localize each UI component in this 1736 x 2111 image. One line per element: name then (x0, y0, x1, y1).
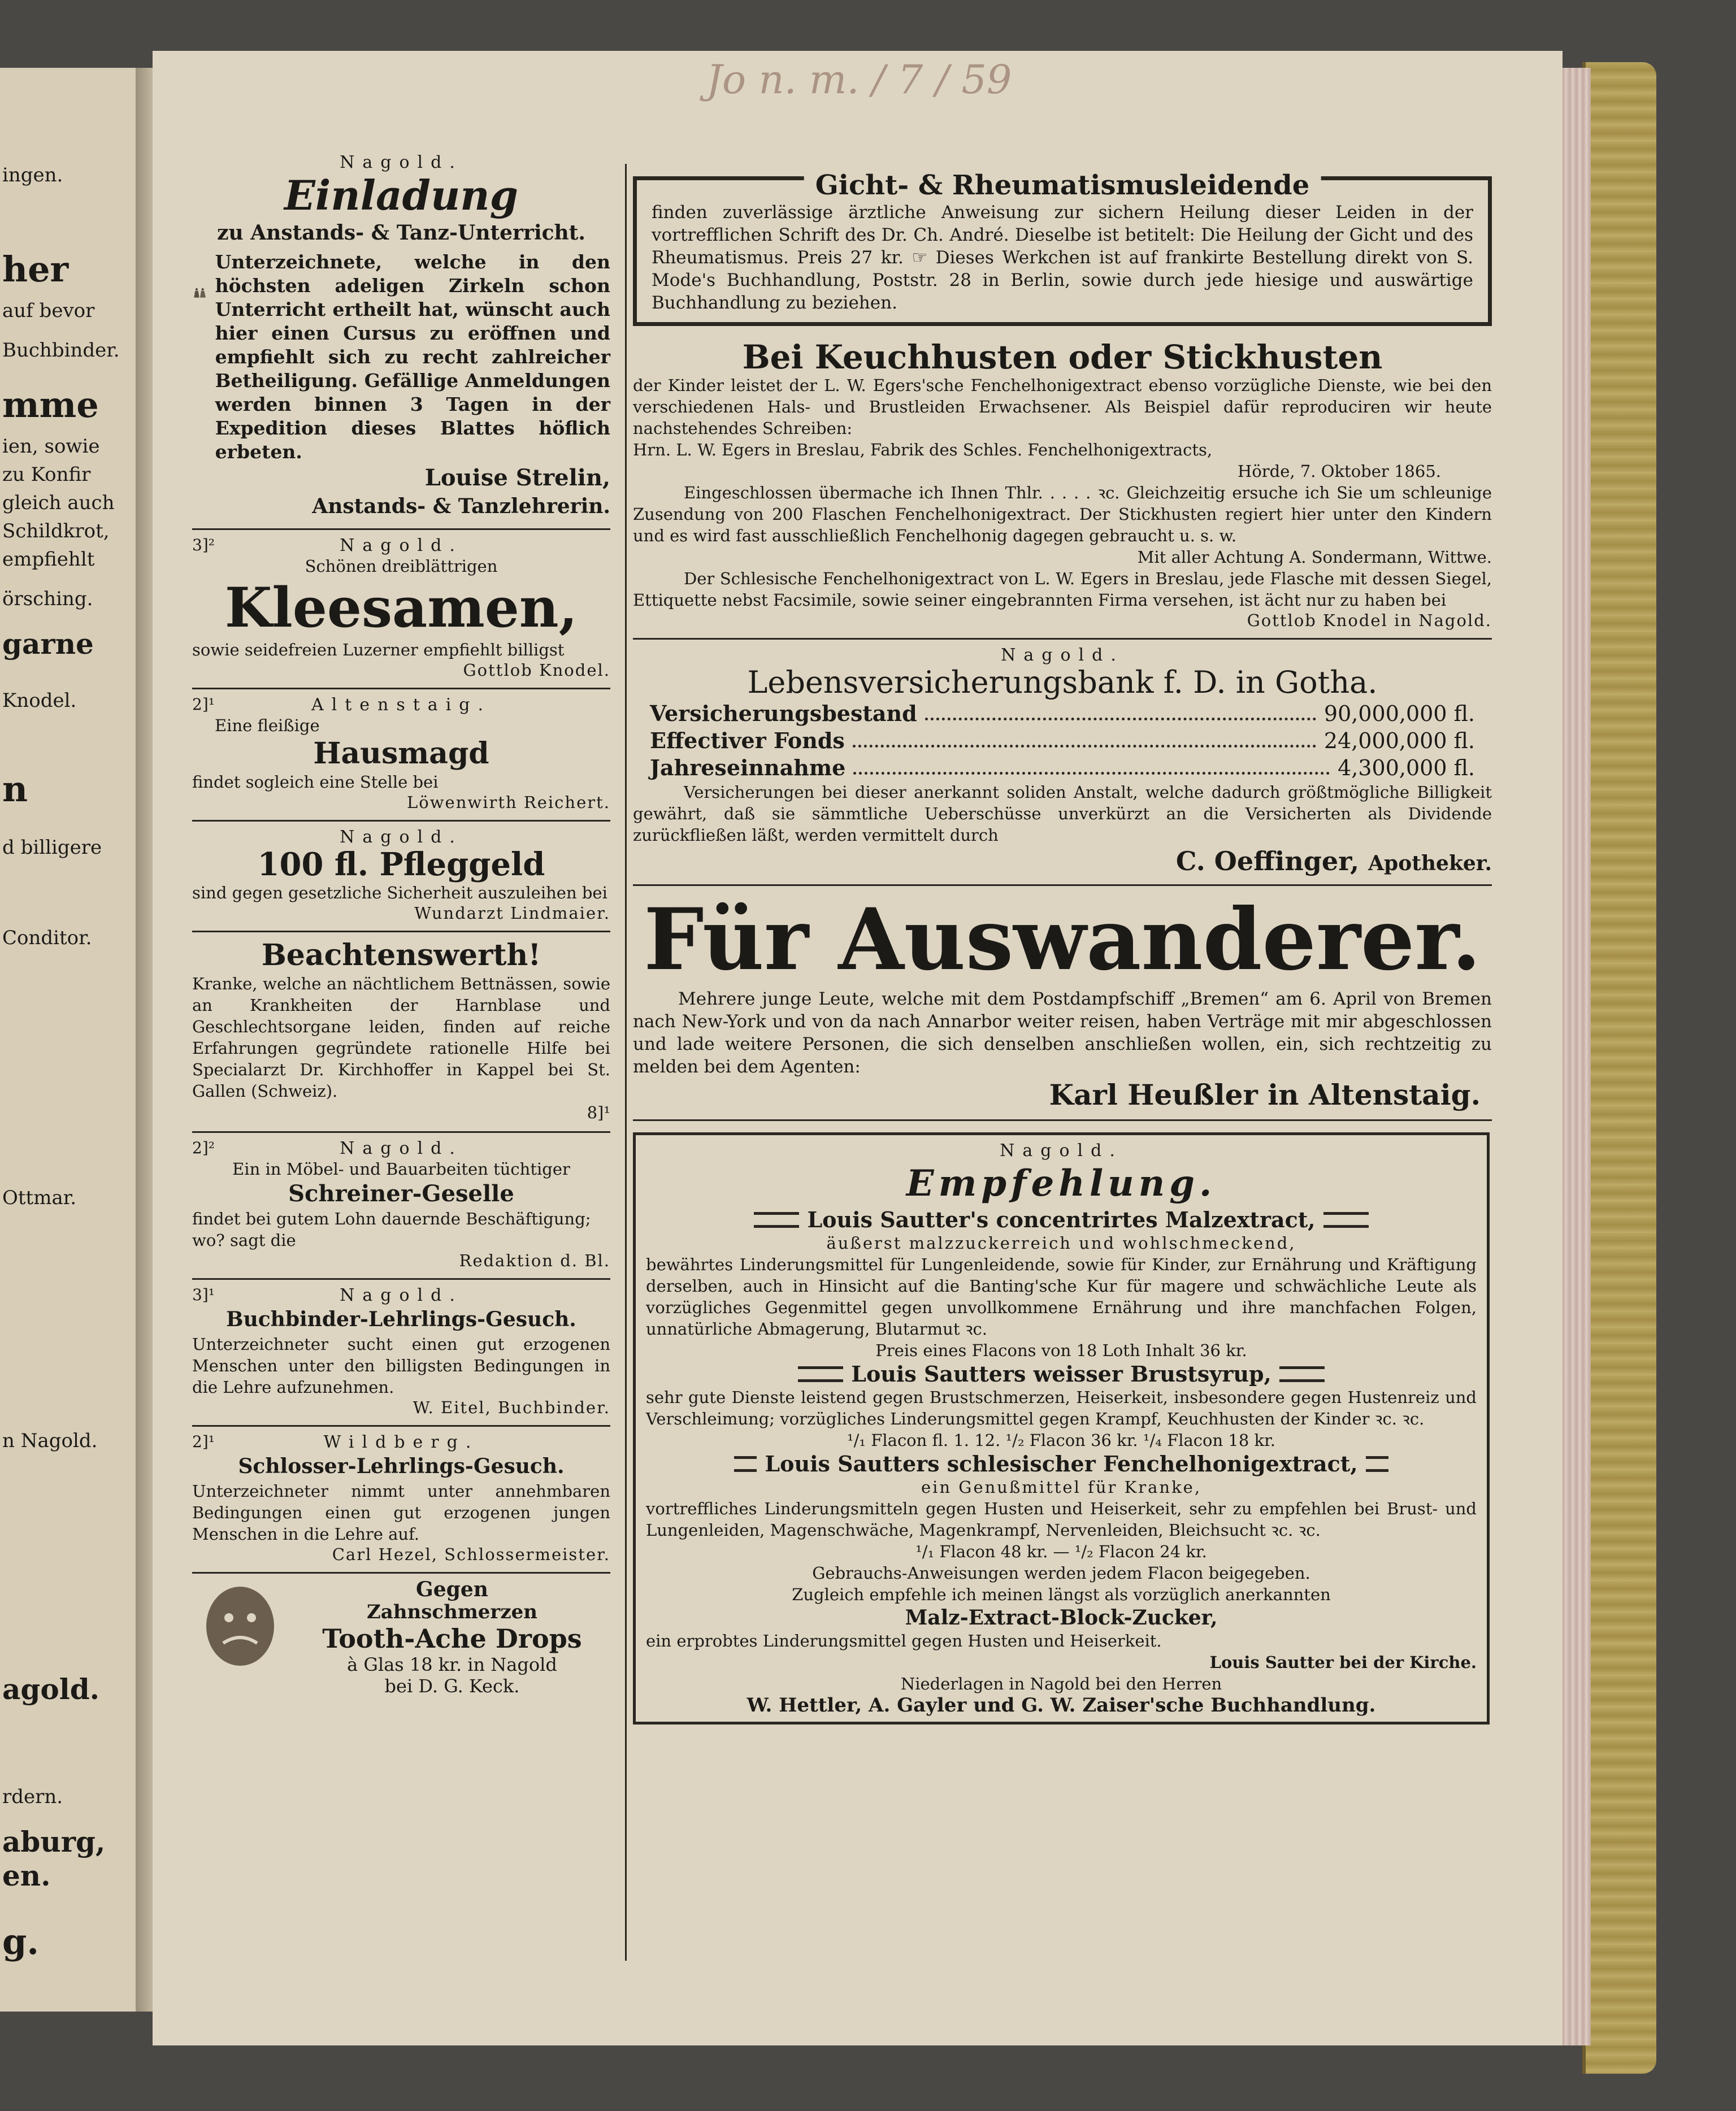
ad-schlosser (192, 1427, 610, 1574)
product-name: Louis Sautter's concentrirtes Malzextract, (807, 1207, 1316, 1232)
ad-toothache (192, 1574, 610, 1697)
ad-title: Buchbinder-Lehrlings-Gesuch. (226, 1308, 576, 1331)
ad-body: Gebrauchs-Anweisungen werden jedem Flacon beigegeben. (812, 1563, 1310, 1583)
ad-gicht (633, 170, 1492, 326)
ad-beachtenswerth (192, 932, 610, 1133)
ad-body: Mehrere junge Leute, welche mit dem Postdampfschiff „Bremen“ am 6. April von Bremen nach New-York und von da nach Annarbor weiter reisen, haben Verträge mit mir abgeschlossen und lade weitere Personen, die sich denselben anschließen wollen, ein, sich rechtzeitig zu melden bei dem Agenten: (633, 989, 1492, 1077)
right-column (633, 164, 1492, 1725)
ad-place: Nagold. (340, 153, 463, 172)
ad-price: ¹/₁ Flacon 48 kr. — ¹/₂ Flacon 24 kr. (915, 1542, 1207, 1561)
left-page-fragment (0, 68, 141, 2012)
face-illustration-icon (192, 1578, 288, 1674)
ad-body: Eingeschlossen übermache ich Ihnen Thlr. . . . . ꝛc. Gleichzeitig ersuche ich Sie um schleunige Zusendung von 200 Flaschen Fenchelhonigextract. Der Stickhusten regiert hier unter den Kindern und es wird fast ausschließlich Fenchelhonig dagegen gebraucht u. s. w. (633, 483, 1492, 545)
ad-body: ein Genußmittel für Kranke, (921, 1478, 1202, 1497)
ad-body: W. Hettler, A. Gayler und G. W. Zaiser'sche Buchhandlung. (747, 1694, 1376, 1717)
ad-title: Kleesamen, (224, 576, 578, 640)
frag-text: n (2, 768, 28, 810)
ad-place: Altenstaig. (311, 695, 492, 715)
frag-text: auf bevor (2, 299, 95, 322)
figure-amount: 4,300,000 fl. (1338, 755, 1475, 780)
figure-amount: 24,000,000 fl. (1323, 728, 1475, 753)
frag-text: Ottmar. (2, 1187, 77, 1209)
ad-place: Nagold. (340, 1139, 463, 1158)
ad-body: äußerst malzzuckerreich und wohlschmeckend, (826, 1233, 1296, 1253)
frag-text: Schildkrot, (2, 520, 110, 542)
ad-signature: Carl Hezel, Schlossermeister. (332, 1545, 610, 1564)
ad-body: bewährtes Linderungsmittel für Lungenleidende, sowie für Kinder, zur Ernährung und Kräftigung derselben, auch in Hinsicht auf die Banting'sche Kur für magere und schwächliche Leute als vorzügliches Gegenmittel gegen unvollkommene Ernährung und ihre manchfachen Folgen, unnatürliche Abmagerung, Blutarmut ꝛc. (646, 1255, 1477, 1339)
ad-signature: Louise Strelin, (424, 464, 610, 491)
frag-text: rdern. (2, 1786, 63, 1808)
ad-signature: Louis Sautter bei der Kirche. (1209, 1653, 1477, 1672)
ad-number: 2]¹ (192, 695, 215, 714)
ad-schreiner (192, 1133, 610, 1280)
ad-buchbinder (192, 1280, 610, 1427)
ad-body: Versicherungen bei dieser anerkannt soliden Anstalt, welche dadurch größtmögliche Billigkeit gewährt, daß sie sämmtliche Ueberschüsse unverkürzt an die Versicherten als Dividende zurückfließen läßt, werden vermittelt durch (633, 783, 1492, 845)
ad-body: findet sogleich eine Stelle bei (192, 772, 439, 792)
frag-text: n Nagold. (2, 1430, 98, 1452)
ad-body: finden zuverlässige ärztliche Anweisung zur sichern Heilung dieser Leiden in der vortrefflichen Schrift des Dr. Ch. André. Dieselbe ist betitelt: Die Heilung der Gicht und des Rheumatismus. Preis 27 kr. ☞ Dieses Werkchen ist auf frankirte Bestellung direkt von S. Mode's Buchhandlung, Poststr. 28 in Berlin, sowie durch jede hiesige und auswärtige Buchhandlung zu beziehen. (652, 202, 1473, 313)
frag-text: garne (2, 627, 94, 661)
ad-place: Nagold. (340, 536, 463, 555)
ad-body: Der Schlesische Fenchelhonigextract von L. W. Egers in Breslau, jede Flasche mit dessen Siegel, Ettiquette nebst Facsimile, sowie seiner eingebrannten Firma versehen, ist ächt nur zu haben bei (633, 569, 1492, 610)
figure-amount: 90,000,000 fl. (1323, 701, 1475, 726)
ad-signature-title: Apotheker. (1368, 852, 1492, 875)
ad-title: Bei Keuchhusten oder Stickhusten (742, 338, 1383, 376)
ad-lead: Ein in Möbel- und Bauarbeiten tüchtiger (232, 1159, 570, 1179)
figure-row (650, 727, 1475, 754)
frag-text: en. (2, 1859, 51, 1892)
ad-title: Lebensversicherungsbank f. D. in Gotha. (747, 664, 1378, 700)
ad-body: Unterzeichnete, welche in den höchsten adeligen Zirkeln schon Unterricht ertheilt hat, wünscht auch hier einen Cursus zu eröffnen und empfiehlt sich zu recht zahlreicher Betheiligung. Gefällige Anmeldungen werden binnen 3 Tagen in der Expedition dieses Blattes höflich erbeten. (215, 251, 610, 463)
ad-title: 100 fl. Pfleggeld (257, 846, 545, 883)
handwritten-note: Jo n. m. / 7 / 59 (706, 57, 1012, 103)
book-binding (1582, 62, 1656, 2074)
ad-body: sind gegen gesetzliche Sicherheit auszuleihen bei (192, 883, 607, 902)
ad-line: bei D. G. Keck. (384, 1675, 520, 1697)
ad-number: 3]¹ (192, 1285, 215, 1304)
ad-title: Empfehlung. (906, 1162, 1217, 1205)
frag-text: örsching. (2, 588, 93, 610)
frag-text: zu Konfir (2, 463, 91, 486)
product-heading (646, 1361, 1477, 1387)
product-name: Malz-Extract-Block-Zucker, (905, 1606, 1218, 1630)
frag-text: Buchbinder. (2, 339, 120, 362)
ad-place: Nagold. (340, 827, 463, 847)
ad-signature: Karl Heußler in Altenstaig. (1049, 1078, 1481, 1111)
figure-label: Versicherungsbestand (650, 701, 917, 726)
ad-title: Beachtenswerth! (261, 938, 541, 972)
frag-text: agold. (2, 1673, 100, 1706)
ad-body: Zugleich empfehle ich meinen längst als vorzüglich anerkannten (792, 1585, 1331, 1604)
ad-signature: W. Eitel, Buchbinder. (413, 1398, 610, 1417)
ad-body: findet bei gutem Lohn dauernde Beschäftigung; wo? sagt die (192, 1209, 591, 1250)
frag-text: her (2, 249, 69, 290)
figure-row (650, 754, 1475, 781)
ad-line: Gegen (416, 1578, 488, 1601)
figure-label: Effectiver Fonds (650, 728, 845, 753)
ad-place: Nagold. (1000, 1141, 1123, 1161)
ad-body: vortreffliches Linderungsmitteln gegen Husten und Heiserkeit, sehr zu empfehlen bei Brust- und Lungenleiden, Magenschwäche, Magenkrampf, Nervenleiden, Bleichsucht ꝛc. ꝛc. (646, 1499, 1477, 1540)
ad-keuchhusten (633, 334, 1492, 640)
frag-text: d billigere (2, 836, 102, 859)
ad-lead: Schönen dreiblättrigen (305, 557, 498, 576)
ad-title: Schlosser-Lehrlings-Gesuch. (238, 1454, 565, 1478)
ad-signature: Redaktion d. Bl. (459, 1251, 610, 1270)
ad-signature: Gottlob Knodel. (463, 661, 610, 680)
frag-text: ien, sowie (2, 435, 100, 458)
product-heading (646, 1451, 1477, 1476)
frag-text: Conditor. (2, 927, 92, 949)
ad-hausmagd (192, 689, 610, 822)
ad-body: Unterzeichneter nimmt unter annehmbaren Bedingungen einen gut erzogenen jungen Menschen in die Lehre auf. (192, 1482, 610, 1544)
ad-empfehlung (633, 1132, 1490, 1725)
ad-line: Zahnschmerzen (366, 1601, 538, 1623)
ad-number: 2]¹ (192, 1432, 215, 1451)
insurance-figures (633, 700, 1492, 781)
product-heading (646, 1207, 1477, 1232)
ad-place: Nagold. (1001, 645, 1124, 665)
ad-subtitle: zu Anstands- & Tanz-Unterricht. (217, 221, 585, 245)
ad-signature: Löwenwirth Reichert. (407, 793, 610, 812)
frag-text: empfiehlt (2, 548, 95, 571)
ad-body: der Kinder leistet der L. W. Egers'sche Fenchelhonigextract ebenso vorzügliche Dienste, wie bei den verschiedenen Hals- und Brustleiden Erwachsener. Als Beispiel dafür reproduciren wir heute nachstehendes Schreiben: (633, 376, 1492, 438)
page-edges (1560, 68, 1591, 2045)
ad-price: Preis eines Flacons von 18 Loth Inhalt 36 kr. (875, 1341, 1247, 1360)
ad-body: Kranke, welche an nächtlichem Bettnässen, sowie an Krankheiten der Harnblase und Geschlechtsorgane leiden, finden auf reiche Erfahrungen gegründete rationelle Hilfe bei Specialarzt Dr. Kirchhoffer in Kappel bei St. Gallen (Schweiz). (192, 974, 610, 1101)
ad-price: ¹/₁ Flacon fl. 1. 12. ¹/₂ Flacon 36 kr. ¹/₄ Flacon 18 kr. (847, 1431, 1275, 1450)
ad-body: ein erprobtes Linderungsmittel gegen Husten und Heiserkeit. (646, 1631, 1162, 1650)
frag-text: mme (2, 384, 99, 425)
ad-signature-title: Anstands- & Tanzlehrerin. (312, 494, 610, 518)
ad-lead: Eine fleißige (215, 716, 320, 735)
column-divider (625, 164, 627, 1961)
left-column (192, 147, 610, 1697)
ad-title: Schreiner-Geselle (288, 1180, 514, 1207)
ad-title: Tooth-Ache Drops (322, 1623, 582, 1654)
frag-text: g. (2, 1921, 39, 1962)
product-name: Louis Sautters schlesischer Fenchelhonigextract, (765, 1451, 1358, 1476)
ad-pfleggeld (192, 822, 610, 932)
ad-body: Unterzeichneter sucht einen gut erzogenen Menschen unter den billigsten Bedingungen in die Lehre aufzunehmen. (192, 1335, 610, 1397)
ad-line: à Glas 18 kr. in Nagold (347, 1654, 557, 1675)
ad-place: Nagold. (340, 1285, 463, 1305)
ad-number: 8]¹ (587, 1103, 610, 1122)
product-name: Louis Sautters weisser Brustsyrup, (851, 1361, 1271, 1387)
ad-body: Mit aller Achtung A. Sondermann, Wittwe. (1137, 548, 1492, 567)
frag-text: aburg, (2, 1825, 106, 1858)
ad-signature: C. Oeffinger, (1175, 846, 1360, 876)
ad-title: Für Auswanderer. (644, 890, 1481, 989)
ad-title: Einladung (284, 171, 518, 219)
ad-signature: Gottlob Knodel in Nagold. (1247, 611, 1492, 630)
ad-gotha (633, 640, 1492, 886)
ad-auswanderer (633, 886, 1492, 1121)
ad-kleesamen (192, 530, 610, 689)
ad-title: Hausmagd (313, 736, 489, 771)
ad-number: 2]² (192, 1139, 215, 1157)
ad-number: 3]² (192, 536, 215, 554)
ad-einladung (192, 147, 610, 530)
ad-date: Hörde, 7. Oktober 1865. (1238, 462, 1441, 481)
dancers-illustration-icon (192, 250, 207, 335)
ad-body: sehr gute Dienste leistend gegen Brustschmerzen, Heiserkeit, insbesondere gegen Hustenreiz und Verschleimung; vorzügliches Linderungsmittel gegen Krampf, Keuchhusten der Kinder ꝛc. ꝛc. (646, 1388, 1477, 1428)
figure-label: Jahreseinnahme (650, 755, 846, 780)
ad-signature: Wundarzt Lindmaier. (414, 904, 610, 923)
ad-title: Gicht- & Rheumatismusleidende (804, 170, 1321, 201)
ad-body: Niederlagen in Nagold bei den Herren (900, 1674, 1222, 1693)
ad-body: Hrn. L. W. Egers in Breslau, Fabrik des Schles. Fenchelhonigextracts, (633, 440, 1213, 459)
frag-text: Knodel. (2, 689, 77, 712)
ad-place: Wildberg. (323, 1432, 479, 1452)
ad-body: sowie seidefreien Luzerner empfiehlt billigst (192, 640, 565, 659)
frag-text: gleich auch (2, 492, 115, 514)
frag-text: ingen. (2, 164, 63, 186)
figure-row (650, 700, 1475, 727)
